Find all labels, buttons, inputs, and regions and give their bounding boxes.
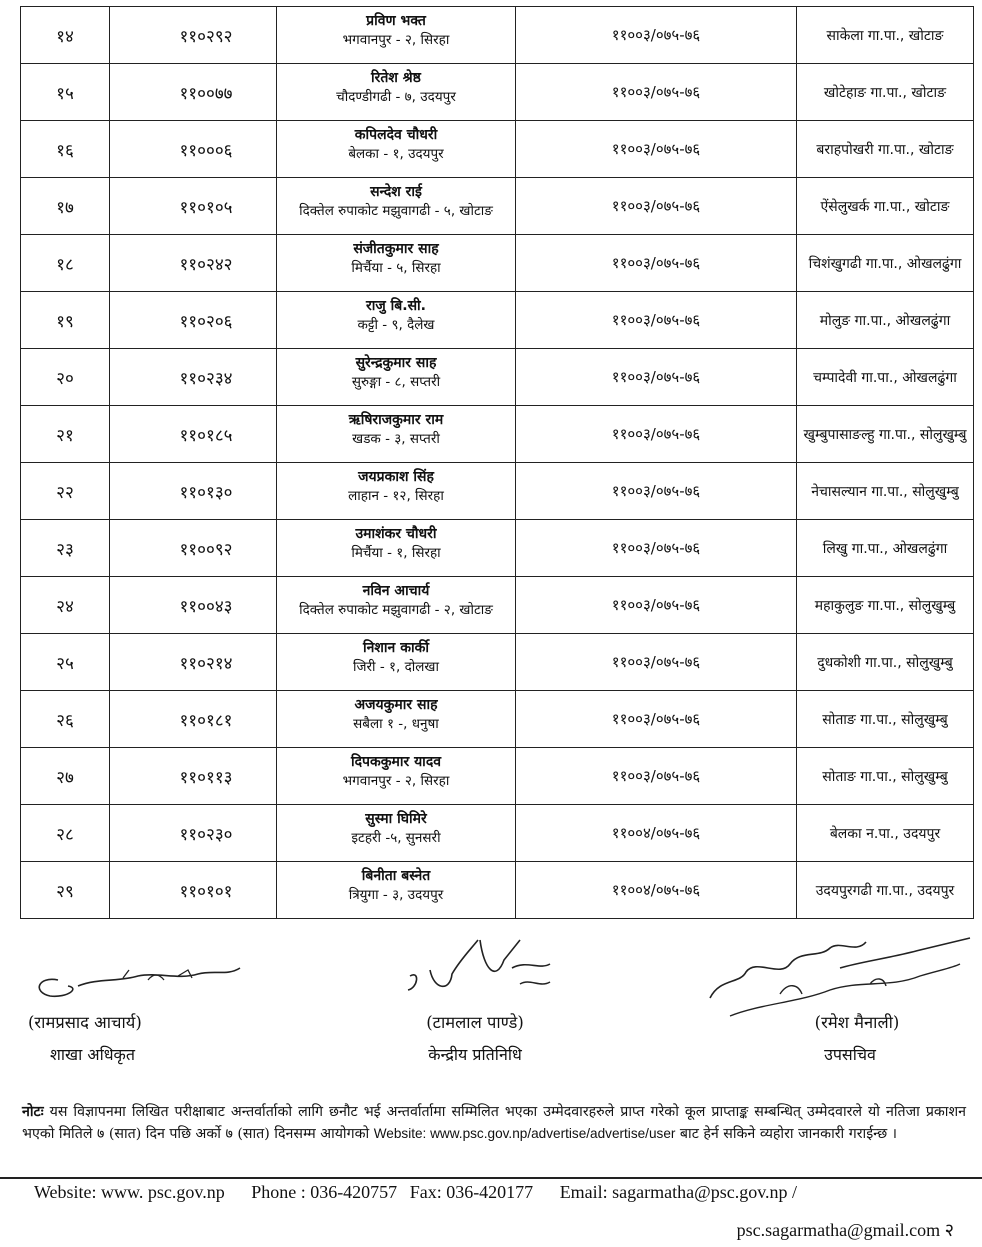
- candidate-address: त्रियुगा - ३, उदयपुर: [348, 887, 444, 904]
- roll-number: ११००४३: [110, 577, 277, 634]
- advertisement-number: ११००३/०७५-७६: [516, 292, 797, 349]
- candidate-name: सुरेन्द्रकुमार साह: [355, 355, 437, 372]
- recommended-office: उदयपुरगढी गा.पा., उदयपुर: [797, 862, 974, 919]
- candidate-name: अजयकुमार साह: [354, 697, 438, 714]
- table-row: [21, 805, 974, 862]
- footer-phone: Phone : 036-420757: [251, 1182, 398, 1202]
- table-row: [21, 577, 974, 634]
- serial-number: २३: [21, 520, 110, 577]
- candidate-cell: [277, 64, 516, 121]
- roll-number: ११०००६: [110, 121, 277, 178]
- roll-number: ११०१०१: [110, 862, 277, 919]
- candidate-name: कपिलदेव चौधरी: [354, 127, 438, 144]
- candidate-address: खडक - ३, सप्तरी: [352, 431, 440, 448]
- footer-website: Website: www. psc.gov.np: [34, 1182, 225, 1202]
- recommended-office: महाकुलुङ गा.पा., सोलुखुम्बु: [797, 577, 974, 634]
- serial-number: १४: [21, 7, 110, 64]
- recommended-office: बेलका न.पा., उदयपुर: [797, 805, 974, 862]
- note-paragraph: [22, 1101, 966, 1145]
- candidate-name: जयप्रकाश सिंह: [358, 469, 434, 486]
- page-number: २: [944, 1220, 954, 1240]
- recommended-office: ऐंसेलुखर्क गा.पा., खोटाङ: [797, 178, 974, 235]
- advertisement-number: ११००३/०७५-७६: [516, 235, 797, 292]
- footer-fax: Fax: 036-420177: [409, 1182, 534, 1202]
- footer-contacts: [34, 1182, 819, 1203]
- roll-number: ११०१८१: [110, 691, 277, 748]
- roll-number: ११०२३०: [110, 805, 277, 862]
- table-row: [21, 235, 974, 292]
- candidate-cell: [277, 121, 516, 178]
- table-row: [21, 349, 974, 406]
- roll-number: ११०२१४: [110, 634, 277, 691]
- table-row: [21, 748, 974, 805]
- candidate-address: कट्टी - ९, दैलेख: [357, 317, 435, 334]
- roll-number: ११०२४२: [110, 235, 277, 292]
- advertisement-number: ११००३/०७५-७६: [516, 349, 797, 406]
- candidate-name: सन्देश राई: [370, 184, 422, 201]
- candidate-name: ऋषिराजकुमार राम: [348, 412, 444, 429]
- serial-number: १६: [21, 121, 110, 178]
- candidate-address: बेलका - १, उदयपुर: [348, 146, 444, 163]
- serial-number: २८: [21, 805, 110, 862]
- signatory-designation: केन्द्रीय प्रतिनिधि: [428, 1045, 522, 1064]
- candidate-cell: [277, 406, 516, 463]
- footer-divider: [0, 1177, 982, 1179]
- candidate-address: इटहरी -५, सुनसरी: [351, 830, 441, 847]
- signatory-name: (रमेश मैनाली): [814, 1013, 900, 1032]
- table-row: [21, 862, 974, 919]
- roll-number: ११००७७: [110, 64, 277, 121]
- table-row: [21, 634, 974, 691]
- roll-number: ११०१३०: [110, 463, 277, 520]
- signatory-designation: उपसचिव: [824, 1045, 876, 1064]
- candidate-name: सुस्मा घिमिरे: [365, 811, 427, 828]
- advertisement-number: ११००३/०७५-७६: [516, 64, 797, 121]
- serial-number: २२: [21, 463, 110, 520]
- recommended-office: नेचासल्यान गा.पा., सोलुखुम्बु: [797, 463, 974, 520]
- table-row: [21, 7, 974, 64]
- signatory-designation: शाखा अधिकृत: [50, 1045, 135, 1064]
- recommended-office: मोलुङ गा.पा., ओखलढुंगा: [797, 292, 974, 349]
- note-text: यस विज्ञापनमा लिखित परीक्षाबाट अन्तर्वार्ताको लागि छनौट भई अन्तर्वार्तामा सम्मिलित भएका उम्मेदवारहरुले प्राप्त गरेको कूल प्राप्ताङ्क सम्बन्धित् उम्मेदवारले यो नतिजा प्रकाशन भएको मितिले ७ (सात) दिन पछि अर्को ७ (सात) दिनसम्म आयोगको: [22, 1104, 966, 1142]
- advertisement-number: ११००३/०७५-७६: [516, 121, 797, 178]
- serial-number: २४: [21, 577, 110, 634]
- recommended-office: खोटेहाङ गा.पा., खोटाङ: [797, 64, 974, 121]
- signatory-name: (रामप्रसाद आचार्य): [28, 1013, 142, 1032]
- candidate-address: जिरी - १, दोलखा: [353, 659, 439, 676]
- footer-email: Email: sagarmatha@psc.gov.np /: [559, 1182, 798, 1202]
- candidate-name: रितेश श्रेष्ठ: [371, 70, 421, 87]
- candidate-address: चौदण्डीगढी - ७, उदयपुर: [336, 89, 456, 106]
- table-row: [21, 178, 974, 235]
- results-table: [20, 6, 974, 919]
- advertisement-number: ११००३/०७५-७६: [516, 577, 797, 634]
- candidate-address: मिर्चैया - १, सिरहा: [351, 545, 441, 562]
- candidate-cell: [277, 463, 516, 520]
- candidate-address: मिर्चैया - ५, सिरहा: [351, 260, 441, 277]
- candidate-cell: [277, 748, 516, 805]
- roll-number: ११०१८५: [110, 406, 277, 463]
- advertisement-number: ११००४/०७५-७६: [516, 862, 797, 919]
- note-label: नोटः: [22, 1104, 44, 1120]
- candidate-name: दिपककुमार यादव: [350, 754, 442, 771]
- candidate-address: सबैला १ -, धनुषा: [353, 716, 439, 733]
- advertisement-number: ११००३/०७५-७६: [516, 463, 797, 520]
- recommended-office: सोताङ गा.पा., सोलुखुम्बु: [797, 691, 974, 748]
- recommended-office: लिखु गा.पा., ओखलढुंगा: [797, 520, 974, 577]
- recommended-office: बराहपोखरी गा.पा., खोटाङ: [797, 121, 974, 178]
- serial-number: २१: [21, 406, 110, 463]
- candidate-cell: [277, 805, 516, 862]
- recommended-office: खुम्बुपासाङल्हु गा.पा., सोलुखुम्बु: [797, 406, 974, 463]
- advertisement-number: ११००३/०७५-७६: [516, 178, 797, 235]
- roll-number: ११०२०६: [110, 292, 277, 349]
- serial-number: २०: [21, 349, 110, 406]
- footer-email-2: psc.sagarmatha@gmail.com: [736, 1220, 941, 1240]
- candidate-cell: [277, 349, 516, 406]
- table-row: [21, 406, 974, 463]
- table-row: [21, 520, 974, 577]
- note-website: Website: www.psc.gov.np/advertise/advertise/user: [373, 1126, 676, 1141]
- advertisement-number: ११००३/०७५-७६: [516, 406, 797, 463]
- serial-number: १९: [21, 292, 110, 349]
- serial-number: १५: [21, 64, 110, 121]
- table-row: [21, 292, 974, 349]
- roll-number: ११०२३४: [110, 349, 277, 406]
- signatory-3: [772, 1010, 942, 1065]
- candidate-name: उमाशंकर चौधरी: [355, 526, 437, 543]
- recommended-office: चिशंखुगढी गा.पा., ओखलढुंगा: [797, 235, 974, 292]
- advertisement-number: ११००३/०७५-७६: [516, 520, 797, 577]
- serial-number: २७: [21, 748, 110, 805]
- table-row: [21, 463, 974, 520]
- results-table-body: [21, 7, 974, 919]
- candidate-cell: [277, 862, 516, 919]
- candidate-cell: [277, 178, 516, 235]
- candidate-name: संजीतकुमार साह: [353, 241, 439, 258]
- footer-email-secondary: [737, 1218, 954, 1242]
- table-row: [21, 691, 974, 748]
- candidate-cell: [277, 292, 516, 349]
- candidate-address: भगवानपुर - २, सिरहा: [342, 32, 450, 49]
- advertisement-number: ११००३/०७५-७६: [516, 748, 797, 805]
- advertisement-number: ११००३/०७५-७६: [516, 7, 797, 64]
- candidate-name: राजु बि.सी.: [366, 298, 426, 315]
- advertisement-number: ११००३/०७५-७६: [516, 691, 797, 748]
- advertisement-number: ११००४/०७५-७६: [516, 805, 797, 862]
- candidate-name: प्रविण भक्त: [366, 13, 426, 30]
- signature-2-scribble: [400, 930, 580, 1010]
- note-tail: बाट हेर्न सकिने व्यहोरा जानकारी गराईन्छ ।: [679, 1126, 898, 1142]
- recommended-office: दुधकोशी गा.पा., सोलुखुम्बु: [797, 634, 974, 691]
- candidate-address: दिक्तेल रुपाकोट मझुवागढी - २, खोटाङ: [299, 602, 493, 619]
- candidate-name: बिनीता बस्नेत: [361, 868, 431, 885]
- table-row: [21, 121, 974, 178]
- candidate-cell: [277, 577, 516, 634]
- roll-number: ११०१०५: [110, 178, 277, 235]
- candidate-name: निशान कार्की: [363, 640, 429, 657]
- candidate-name: नविन आचार्य: [362, 583, 430, 600]
- roll-number: ११००९२: [110, 520, 277, 577]
- signatory-1: [28, 1010, 198, 1065]
- advertisement-number: ११००३/०७५-७६: [516, 634, 797, 691]
- candidate-address: सुरुङ्गा - ८, सप्तरी: [351, 374, 441, 391]
- signatory-name: (टामलाल पाण्डे): [426, 1013, 524, 1032]
- candidate-cell: [277, 634, 516, 691]
- candidate-cell: [277, 7, 516, 64]
- serial-number: १८: [21, 235, 110, 292]
- recommended-office: सोताङ गा.पा., सोलुखुम्बु: [797, 748, 974, 805]
- candidate-cell: [277, 235, 516, 292]
- candidate-address: लाहान - १२, सिरहा: [348, 488, 444, 505]
- recommended-office: चम्पादेवी गा.पा., ओखलढुंगा: [797, 349, 974, 406]
- table-row: [21, 64, 974, 121]
- serial-number: २५: [21, 634, 110, 691]
- roll-number: ११०२९२: [110, 7, 277, 64]
- signature-1-scribble: [28, 958, 258, 1008]
- serial-number: २६: [21, 691, 110, 748]
- candidate-address: भगवानपुर - २, सिरहा: [342, 773, 450, 790]
- candidate-cell: [277, 691, 516, 748]
- candidate-address: दिक्तेल रुपाकोट मझुवागढी - ५, खोटाङ: [299, 203, 493, 220]
- serial-number: १७: [21, 178, 110, 235]
- roll-number: ११०११३: [110, 748, 277, 805]
- signatory-2: [390, 1010, 560, 1065]
- recommended-office: साकेला गा.पा., खोटाङ: [797, 7, 974, 64]
- candidate-cell: [277, 520, 516, 577]
- serial-number: २९: [21, 862, 110, 919]
